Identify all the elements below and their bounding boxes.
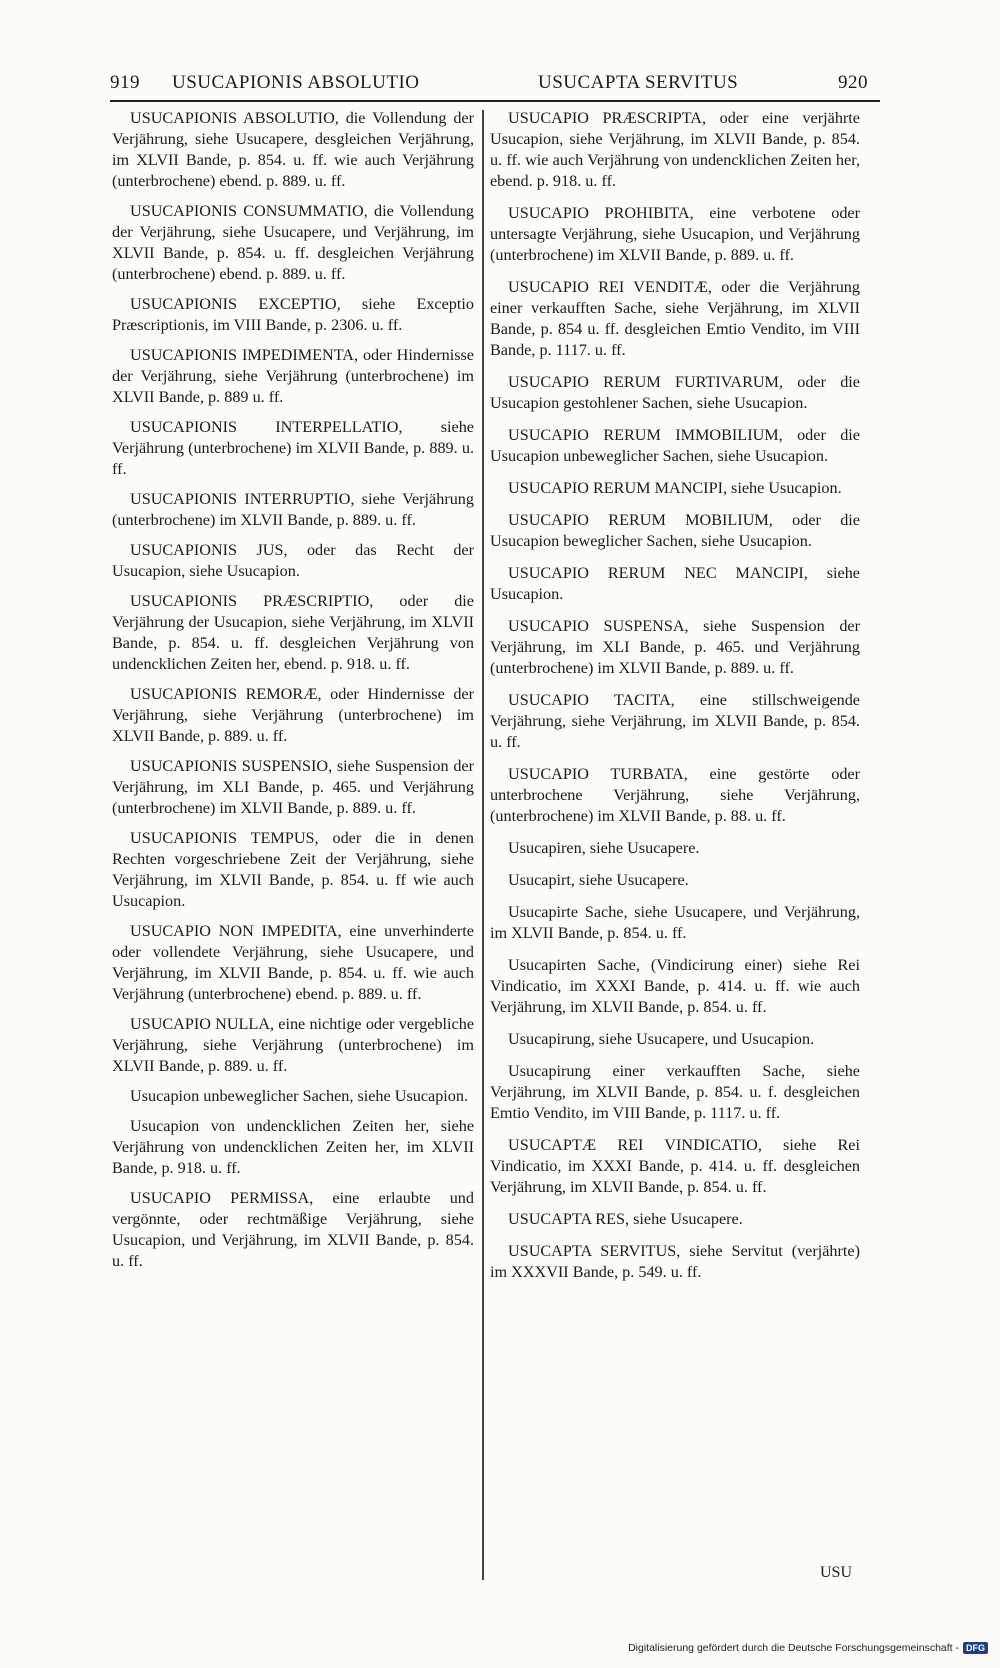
page-number-right: 920	[838, 72, 868, 93]
dictionary-entry: USUCAPIONIS INTERPELLATIO, siehe Verjährung (unterbrochene) im XLVII Bande, p. 889. u. ff.	[112, 418, 474, 478]
dictionary-entry: USUCAPIONIS IMPEDIMENTA, oder Hindernisse der Verjährung, siehe Verjährung (unterbrochene) im XLVII Bande, p. 889 u. ff.	[112, 346, 474, 406]
dictionary-entry: USUCAPIONIS TEMPUS, oder die in denen Rechten vorgeschriebene Zeit der Verjährung, siehe Verjährung, im XLVII Bande, p. 854. u. ff wie auch Usucapion.	[112, 829, 474, 910]
dictionary-entry: USUCAPIO RERUM FURTIVARUM, oder die Usucapion gestohlener Sachen, siehe Usucapion.	[490, 373, 860, 412]
dictionary-entry: USUCAPTA RES, siehe Usucapere.	[508, 1210, 743, 1228]
dictionary-entry: USUCAPTÆ REI VINDICATIO, siehe Rei Vindicatio, im XXXI Bande, p. 414. u. ff. desgleichen Verjährung, im XLVII Bande, p. 854. u. ff.	[490, 1136, 860, 1196]
header-rule	[110, 100, 880, 102]
dictionary-entry: USUCAPIO PERMISSA, eine erlaubte und vergönnte, oder rechtmäßige Verjährung, siehe Usucapion, und Verjährung, im XLVII Bande, p. 854. u. ff.	[112, 1189, 474, 1270]
dictionary-entry: USUCAPIO REI VENDITÆ, oder die Verjährung einer verkaufften Sache, siehe Verjährung, im XLVII Bande, p. 854 u. ff. desgleichen Emtio Vendito, im VIII Bande, p. 1117. u. ff.	[490, 278, 860, 359]
credit-text: Digitalisierung gefördert durch die Deutsche Forschungsgemeinschaft -	[628, 1642, 959, 1654]
catchword: USU	[820, 1564, 853, 1581]
dictionary-entry: USUCAPTA SERVITUS, siehe Servitut (verjährte) im XXXVII Bande, p. 549. u. ff.	[490, 1242, 860, 1281]
dictionary-entry: USUCAPIO RERUM MOBILIUM, oder die Usucapion beweglicher Sachen, siehe Usucapion.	[490, 511, 860, 550]
dictionary-entry: Usucapirt, siehe Usucapere.	[508, 871, 689, 889]
right-column	[490, 108, 860, 1294]
page-number-left: 919	[110, 72, 140, 93]
dictionary-entry: USUCAPIO RERUM NEC MANCIPI, siehe Usucapion.	[490, 564, 860, 603]
dictionary-entry: USUCAPIO NULLA, eine nichtige oder vergebliche Verjährung, siehe Verjährung (unterbrochene) im XLVII Bande, p. 889. u. ff.	[112, 1015, 474, 1075]
dictionary-entry: Usucapion von undencklichen Zeiten her, siehe Verjährung von undencklichen Zeiten her, im XLVII Bande, p. 918. u. ff.	[112, 1117, 474, 1177]
dictionary-entry: Usucapirung einer verkaufften Sache, siehe Verjährung, im XLVII Bande, p. 854. u. f. desgleichen Emtio Vendito, im VIII Bande, p. 1117. u. ff.	[490, 1062, 860, 1122]
dictionary-entry: Usucapirten Sache, (Vindicirung einer) siehe Rei Vindicatio, im XXXI Bande, p. 414. u. ff. wie auch Verjährung, im XLVII Bande, p. 854. u. ff.	[490, 956, 860, 1016]
dictionary-entry: USUCAPIO RERUM MANCIPI, siehe Usucapion.	[508, 479, 842, 497]
dictionary-entry: USUCAPIO TACITA, eine stillschweigende Verjährung, siehe Verjährung, im XLVII Bande, p. 854. u. ff.	[490, 691, 860, 751]
dictionary-entry: USUCAPIONIS SUSPENSIO, siehe Suspension der Verjährung, im XLI Bande, p. 465. und Verjährung (unterbrochene) im XLVII Bande, p. 889. u. ff.	[112, 757, 474, 817]
dictionary-entry: USUCAPIONIS JUS, oder das Recht der Usucapion, siehe Usucapion.	[112, 541, 474, 580]
dictionary-entry: Usucapiren, siehe Usucapere.	[508, 839, 700, 857]
dictionary-entry: USUCAPIONIS REMORÆ, oder Hindernisse der Verjährung, siehe Verjährung (unterbrochene) im XLVII Bande, p. 889. u. ff.	[112, 685, 474, 745]
dictionary-entry: Usucapirung, siehe Usucapere, und Usucapion.	[508, 1030, 815, 1048]
running-header	[110, 68, 880, 104]
dictionary-entry: USUCAPIO RERUM IMMOBILIUM, oder die Usucapion unbeweglicher Sachen, siehe Usucapion.	[490, 426, 860, 465]
column-divider	[482, 110, 484, 1580]
dictionary-entry: Usucapirte Sache, siehe Usucapere, und Verjährung, im XLVII Bande, p. 854. u. ff.	[490, 903, 860, 942]
dfg-logo: DFG	[963, 1642, 988, 1654]
dictionary-entry: USUCAPIONIS EXCEPTIO, siehe Exceptio Præscriptionis, im VIII Bande, p. 2306. u. ff.	[112, 295, 474, 334]
digitization-credit	[628, 1642, 988, 1654]
header-title-right: USUCAPTA SERVITUS	[538, 72, 739, 93]
dictionary-entry: USUCAPIONIS INTERRUPTIO, siehe Verjährung (unterbrochene) im XLVII Bande, p. 889. u. ff.	[112, 490, 474, 529]
dictionary-entry: USUCAPIO SUSPENSA, siehe Suspension der Verjährung, im XLI Bande, p. 465. und Verjährung (unterbrochene) im XLVII Bande, p. 889. u. ff.	[490, 617, 860, 677]
dictionary-entry: Usucapion unbeweglicher Sachen, siehe Usucapion.	[130, 1087, 469, 1105]
dictionary-entry: USUCAPIONIS CONSUMMATIO, die Vollendung der Verjährung, siehe Usucapere, und Verjährung, im XLVII Bande, p. 854. u. ff. desgleichen Verjährung (unterbrochene) ebend. p. 889. u. ff.	[112, 202, 474, 283]
left-column	[112, 108, 474, 1281]
dictionary-entry: USUCAPIONIS PRÆSCRIPTIO, oder die Verjährung der Usucapion, siehe Verjährung, im XLVII Bande, p. 854. u. ff. desgleichen Verjährung von undencklichen Zeiten her, ebend. p. 918. u. ff.	[112, 592, 474, 673]
dictionary-entry: USUCAPIO PRÆSCRIPTA, oder eine verjährte Usucapion, siehe Verjährung, im XLVII Bande, p. 854. u. ff. wie auch Verjährung von undencklichen Zeiten her, ebend. p. 918. u. ff.	[490, 109, 860, 190]
header-title-left: USUCAPIONIS ABSOLUTIO	[172, 72, 420, 93]
dictionary-entry: USUCAPIONIS ABSOLUTIO, die Vollendung der Verjährung, siehe Usucapere, desgleichen Verjährung, im XLVII Bande, p. 854. u. ff. wie auch Verjährung (unterbrochene) ebend. p. 889. u. ff.	[112, 109, 474, 190]
dictionary-entry: USUCAPIO PROHIBITA, eine verbotene oder untersagte Verjährung, siehe Usucapion, und Verjährung (unterbrochene) im XLVII Bande, p. 889. u. ff.	[490, 204, 860, 264]
dictionary-entry: USUCAPIO NON IMPEDITA, eine unverhinderte oder vollendete Verjährung, siehe Usucapere, und Verjährung, im XLVII Bande, p. 854. u. ff. wie auch Verjährung (unterbrochene) ebend. p. 889. u. ff.	[112, 922, 474, 1003]
dictionary-entry: USUCAPIO TURBATA, eine gestörte oder unterbrochene Verjährung, siehe Verjährung, (unterbrochene) im XLVII Bande, p. 88. u. ff.	[490, 765, 860, 825]
